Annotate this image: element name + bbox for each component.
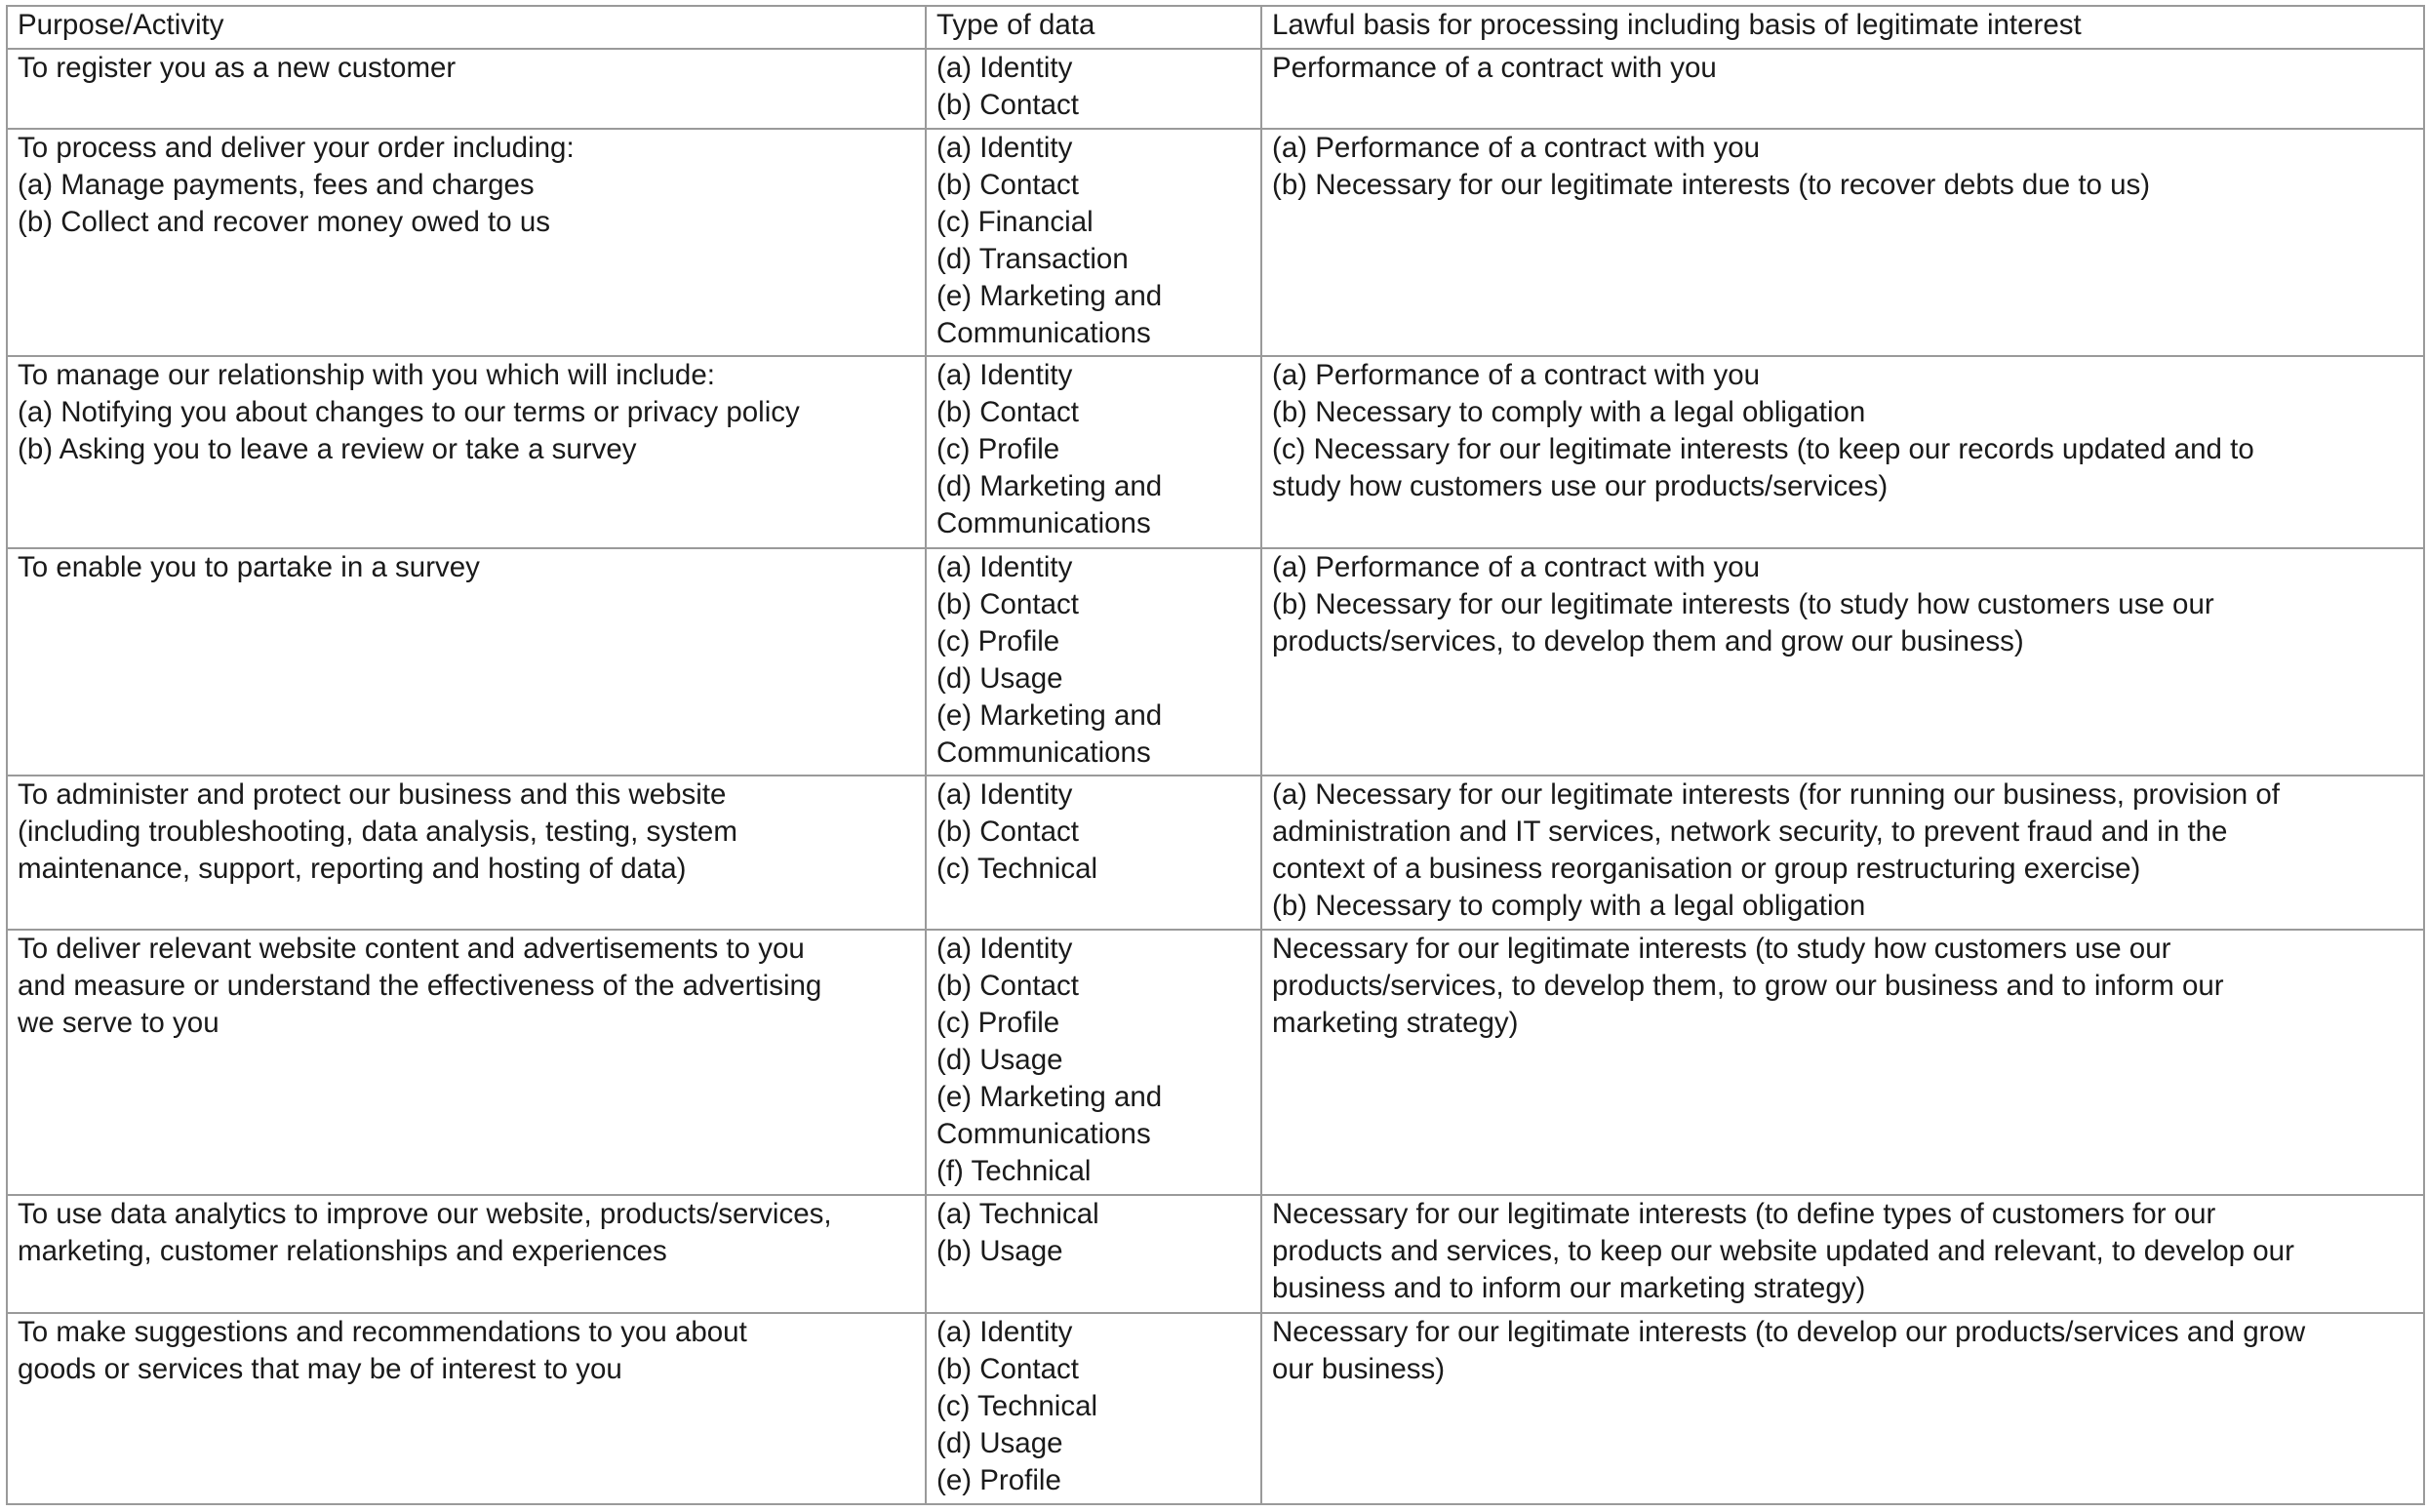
lawful-basis-cell [1261,1195,2424,1313]
table-row [7,356,2424,548]
cell-line: we serve to you [18,1007,219,1039]
header-row [7,6,2424,49]
cell-line: (a) Notifying you about changes to our terms or privacy policy [18,396,800,428]
cell-line: (b) Usage [936,1235,1063,1267]
cell-line: (a) Performance of a contract with you [1272,132,1761,164]
cell-line: (e) Marketing and [936,280,1163,312]
purpose-cell [7,548,926,776]
lawful-basis-table [6,5,2425,1505]
cell-line: (b) Contact [936,169,1079,201]
header-type-of-data: Type of data [926,6,1261,49]
cell-line: (b) Asking you to leave a review or take a survey [18,433,637,465]
cell-line: (b) Collect and recover money owed to us [18,206,551,238]
cell-line: (e) Profile [936,1464,1061,1496]
cell-line: (d) Usage [936,662,1063,695]
header-purpose-activity: Purpose/Activity [7,6,926,49]
cell-line: (b) Necessary to comply with a legal obligation [1272,396,1866,428]
cell-line: Communications [936,507,1151,539]
lawful-basis-cell [1261,776,2424,930]
data-types-cell [926,129,1261,356]
table-row [7,930,2424,1195]
cell-line: (a) Identity [936,778,1073,811]
data-types-cell [926,776,1261,930]
cell-line: Necessary for our legitimate interests (to study how customers use our [1272,933,2171,965]
cell-line: (d) Marketing and [936,470,1163,502]
lawful-basis-cell [1261,930,2424,1195]
lawful-basis-cell [1261,1313,2424,1504]
cell-line: (f) Technical [936,1155,1092,1187]
cell-line: our business) [1272,1353,1446,1385]
cell-line: products/services, to develop them, to grow our business and to inform our [1272,970,2224,1002]
table-row [7,1195,2424,1313]
cell-line: administration and IT services, network security, to prevent fraud and in the [1272,816,2228,848]
cell-line: (c) Technical [936,853,1098,885]
purpose-cell [7,776,926,930]
purpose-cell [7,1313,926,1504]
table-row [7,548,2424,776]
cell-line: To make suggestions and recommendations to you about [18,1316,747,1348]
cell-line: (a) Technical [936,1198,1099,1230]
cell-line: (c) Financial [936,206,1094,238]
cell-line: (b) Contact [936,970,1079,1002]
cell-line: Necessary for our legitimate interests (to develop our products/services and grow [1272,1316,2306,1348]
cell-line: and measure or understand the effectiveness of the advertising [18,970,822,1002]
purpose-cell [7,49,926,129]
cell-line: marketing strategy) [1272,1007,1519,1039]
cell-line: Communications [936,736,1151,769]
cell-line: (a) Identity [936,1316,1073,1348]
cell-line: (a) Identity [936,551,1073,583]
cell-line: Performance of a contract with you [1272,52,1717,84]
cell-line: To process and deliver your order including: [18,132,575,164]
cell-line: Communications [936,1118,1151,1150]
cell-line: (b) Necessary for our legitimate interests (to recover debts due to us) [1272,169,2151,201]
cell-line: (b) Necessary for our legitimate interests (to study how customers use our [1272,588,2214,620]
cell-line: To use data analytics to improve our website, products/services, [18,1198,832,1230]
cell-line: (b) Contact [936,588,1079,620]
cell-line: study how customers use our products/services) [1272,470,1889,502]
cell-line: (a) Identity [936,359,1073,391]
table-row [7,1313,2424,1504]
cell-line: goods or services that may be of interest to you [18,1353,622,1385]
table-row [7,49,2424,129]
data-types-cell [926,49,1261,129]
cell-line: products/services, to develop them and grow our business) [1272,625,2024,657]
lawful-basis-cell [1261,548,2424,776]
table-body [7,49,2424,1504]
cell-line: To enable you to partake in a survey [18,551,480,583]
cell-line: Communications [936,317,1151,349]
cell-line: (a) Identity [936,52,1073,84]
cell-line: (b) Necessary to comply with a legal obligation [1272,890,1866,922]
cell-line: marketing, customer relationships and experiences [18,1235,667,1267]
data-types-cell [926,1313,1261,1504]
cell-line: To register you as a new customer [18,52,457,84]
cell-line: (b) Contact [936,89,1079,121]
table-row [7,129,2424,356]
lawful-basis-cell [1261,129,2424,356]
cell-line: (a) Necessary for our legitimate interests (for running our business, provision of [1272,778,2280,811]
cell-line: (a) Identity [936,132,1073,164]
cell-line: (d) Usage [936,1427,1063,1459]
cell-line: maintenance, support, reporting and hosting of data) [18,853,687,885]
cell-line: Necessary for our legitimate interests (to define types of customers for our [1272,1198,2216,1230]
purpose-cell [7,356,926,548]
cell-line: (c) Necessary for our legitimate interests (to keep our records updated and to [1272,433,2254,465]
data-types-cell [926,1195,1261,1313]
cell-line: (b) Contact [936,816,1079,848]
table-row [7,776,2424,930]
cell-line: context of a business reorganisation or group restructuring exercise) [1272,853,2141,885]
cell-line: (d) Usage [936,1044,1063,1076]
cell-line: (a) Performance of a contract with you [1272,359,1761,391]
cell-line: (c) Profile [936,1007,1060,1039]
purpose-cell [7,1195,926,1313]
cell-line: To administer and protect our business and this website [18,778,727,811]
cell-line: (c) Profile [936,625,1060,657]
data-types-cell [926,930,1261,1195]
data-types-cell [926,548,1261,776]
lawful-basis-cell [1261,356,2424,548]
cell-line: (b) Contact [936,1353,1079,1385]
cell-line: (including troubleshooting, data analysis, testing, system [18,816,737,848]
cell-line: products and services, to keep our website updated and relevant, to develop our [1272,1235,2294,1267]
cell-line: (e) Marketing and [936,1081,1163,1113]
data-types-cell [926,356,1261,548]
cell-line: (e) Marketing and [936,699,1163,732]
cell-line: (c) Profile [936,433,1060,465]
purpose-cell [7,129,926,356]
cell-line: To manage our relationship with you which will include: [18,359,715,391]
cell-line: (a) Performance of a contract with you [1272,551,1761,583]
cell-line: (b) Contact [936,396,1079,428]
cell-line: (d) Transaction [936,243,1129,275]
cell-line: (c) Technical [936,1390,1098,1422]
header-lawful-basis: Lawful basis for processing including basis of legitimate interest [1261,6,2424,49]
cell-line: (a) Identity [936,933,1073,965]
lawful-basis-cell [1261,49,2424,129]
cell-line: (a) Manage payments, fees and charges [18,169,535,201]
cell-line: business and to inform our marketing strategy) [1272,1272,1866,1304]
purpose-cell [7,930,926,1195]
cell-line: To deliver relevant website content and advertisements to you [18,933,805,965]
